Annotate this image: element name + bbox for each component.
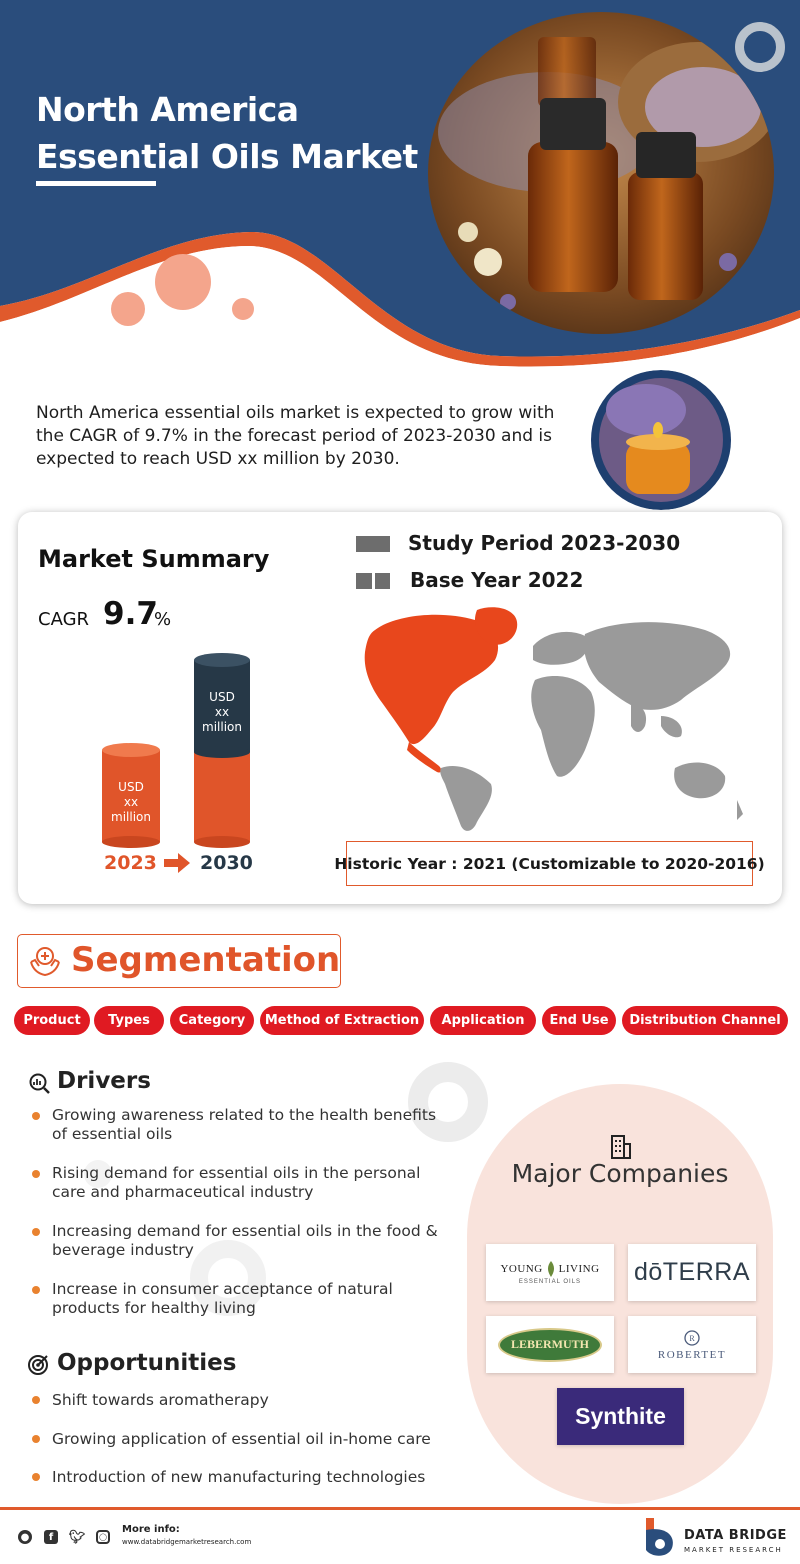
robertet-wordmark: ROBERTET xyxy=(657,1348,727,1361)
hands-icon xyxy=(28,944,62,978)
study-period-swatch xyxy=(356,536,390,552)
synthite-wordmark: Synthite xyxy=(575,1403,666,1429)
segment-pill-product[interactable]: Product xyxy=(14,1006,90,1035)
opportunity-item-1: Shift towards aromatherapy xyxy=(52,1391,269,1409)
opportunity-bullet xyxy=(32,1396,40,1404)
driver-bullet xyxy=(32,1228,40,1236)
logo-young-living xyxy=(486,1244,614,1301)
arrow-right-icon xyxy=(164,853,190,873)
young-living-word2: LIVING xyxy=(558,1262,600,1275)
logo-lebermuth xyxy=(486,1316,614,1373)
bar-2023-label-line2: xx xyxy=(123,795,139,809)
hero-photo-essential-oil-bottles xyxy=(428,12,774,334)
driver-item-1-line1: Growing awareness related to the health benefits xyxy=(52,1106,437,1124)
map-southeast-asia xyxy=(661,716,682,737)
logo-robertet xyxy=(628,1316,756,1373)
drivers-title: Drivers xyxy=(57,1068,151,1094)
map-south-america xyxy=(440,766,492,831)
driver-item-3-line1: Increasing demand for essential oils in the food & xyxy=(52,1222,438,1240)
study-period-label: Study Period 2023-2030 xyxy=(408,531,681,555)
segment-pill-category[interactable]: Category xyxy=(170,1006,254,1035)
instagram-icon[interactable]: ◯ xyxy=(96,1530,110,1544)
opportunity-bullet xyxy=(32,1473,40,1481)
logo-synthite xyxy=(557,1388,684,1445)
historic-year-box: Historic Year : 2021 (Customizable to 2020-2016) xyxy=(346,841,753,886)
decor-dot-small xyxy=(232,298,254,320)
driver-item-3 xyxy=(52,1222,438,1260)
cagr-value: 9.7 xyxy=(103,596,158,632)
year-start-label: 2023 xyxy=(104,852,157,874)
world-map xyxy=(345,600,755,835)
decor-dot-medium xyxy=(111,292,145,326)
driver-bullet xyxy=(32,1170,40,1178)
segment-pill-application[interactable]: Application xyxy=(430,1006,536,1035)
driver-item-4 xyxy=(52,1280,393,1318)
map-new-zealand xyxy=(737,800,743,820)
brand-subtitle: MARKET RESEARCH xyxy=(684,1546,783,1554)
major-companies-title: Major Companies xyxy=(511,1159,729,1188)
map-europe xyxy=(533,632,588,665)
svg-text:R: R xyxy=(689,1333,695,1343)
website-link[interactable]: www.databridgemarketresearch.com xyxy=(122,1538,252,1546)
bar-2023-label-line3: million xyxy=(111,810,151,824)
driver-bullet xyxy=(32,1112,40,1120)
logo-doterra xyxy=(628,1244,756,1301)
brand-name: DATA BRIDGE xyxy=(684,1528,787,1543)
robertet-crest-icon xyxy=(683,1329,701,1347)
data-bridge-logo-icon xyxy=(642,1516,678,1558)
base-year-swatch xyxy=(356,573,390,589)
driver-item-2-line1: Rising demand for essential oils in the personal xyxy=(52,1164,421,1182)
bar-2030-label xyxy=(194,690,250,735)
facebook-icon[interactable]: f xyxy=(44,1530,58,1544)
map-north-america xyxy=(365,615,498,744)
base-year-label: Base Year 2022 xyxy=(410,568,584,592)
cagr-unit: % xyxy=(154,609,172,630)
driver-item-4-line2: products for healthy living xyxy=(52,1299,256,1317)
bar-2023-label-line1: USD xyxy=(118,780,144,794)
decor-ring xyxy=(735,22,785,72)
segment-pill-method-of-extraction[interactable]: Method of Extraction xyxy=(260,1006,424,1035)
driver-bullet xyxy=(32,1286,40,1294)
driver-item-2-line2: care and pharmaceutical industry xyxy=(52,1183,314,1201)
doterra-wordmark: dōTERRA xyxy=(633,1258,751,1286)
bar-2030-label-line3: million xyxy=(202,720,242,734)
title-underline xyxy=(36,181,156,186)
opportunity-item-3: Introduction of new manufacturing technologies xyxy=(52,1468,426,1486)
segment-pill-types[interactable]: Types xyxy=(94,1006,164,1035)
page-title-line2: Essential Oils Market xyxy=(36,137,418,176)
driver-item-4-line1: Increase in consumer acceptance of natural xyxy=(52,1280,393,1298)
opportunity-item-2: Growing application of essential oil in-home care xyxy=(52,1430,431,1448)
driver-item-1 xyxy=(52,1106,436,1144)
bar-2023-label xyxy=(102,780,160,825)
map-africa xyxy=(531,676,595,777)
market-summary-title: Market Summary xyxy=(38,545,270,573)
young-living-sub: ESSENTIAL OILS xyxy=(518,1278,582,1285)
photo-oil-jar xyxy=(586,370,736,510)
driver-item-2 xyxy=(52,1164,420,1202)
intro-paragraph: North America essential oils market is expected to grow with the CAGR of 9.7% in the forecast period of 2023-2030 and is expected to reach USD xx million by 2030. xyxy=(36,403,555,469)
bar-2030-label-line2: xx xyxy=(214,705,230,719)
whatsapp-icon[interactable]: ● xyxy=(18,1530,32,1544)
target-icon xyxy=(27,1354,49,1376)
segment-pill-distribution-channel[interactable]: Distribution Channel xyxy=(622,1006,788,1035)
map-australia xyxy=(674,762,725,798)
driver-item-3-line2: beverage industry xyxy=(52,1241,194,1259)
driver-item-1-line2: of essential oils xyxy=(52,1125,173,1143)
leaf-icon xyxy=(547,1261,555,1277)
segment-pill-end-use[interactable]: End Use xyxy=(542,1006,616,1035)
year-end-label: 2030 xyxy=(200,852,253,874)
building-icon xyxy=(609,1134,633,1160)
young-living-word1: YOUNG xyxy=(500,1262,543,1275)
lebermuth-wordmark: LEBERMUTH xyxy=(510,1337,589,1351)
cagr-label: CAGR xyxy=(38,609,90,630)
decor-dot-large xyxy=(155,254,211,310)
map-central-america xyxy=(407,742,441,773)
footer-divider xyxy=(0,1507,800,1510)
magnifier-chart-icon xyxy=(28,1072,50,1094)
map-asia xyxy=(584,622,730,710)
segmentation-title: Segmentation xyxy=(71,940,341,980)
opportunities-title: Opportunities xyxy=(57,1350,237,1376)
more-info-label: More info: xyxy=(122,1524,180,1535)
twitter-icon[interactable]: 🐦︎ xyxy=(68,1529,86,1545)
opportunity-bullet xyxy=(32,1435,40,1443)
page-title-line1: North America xyxy=(36,90,299,129)
bar-2030-label-line1: USD xyxy=(209,690,235,704)
